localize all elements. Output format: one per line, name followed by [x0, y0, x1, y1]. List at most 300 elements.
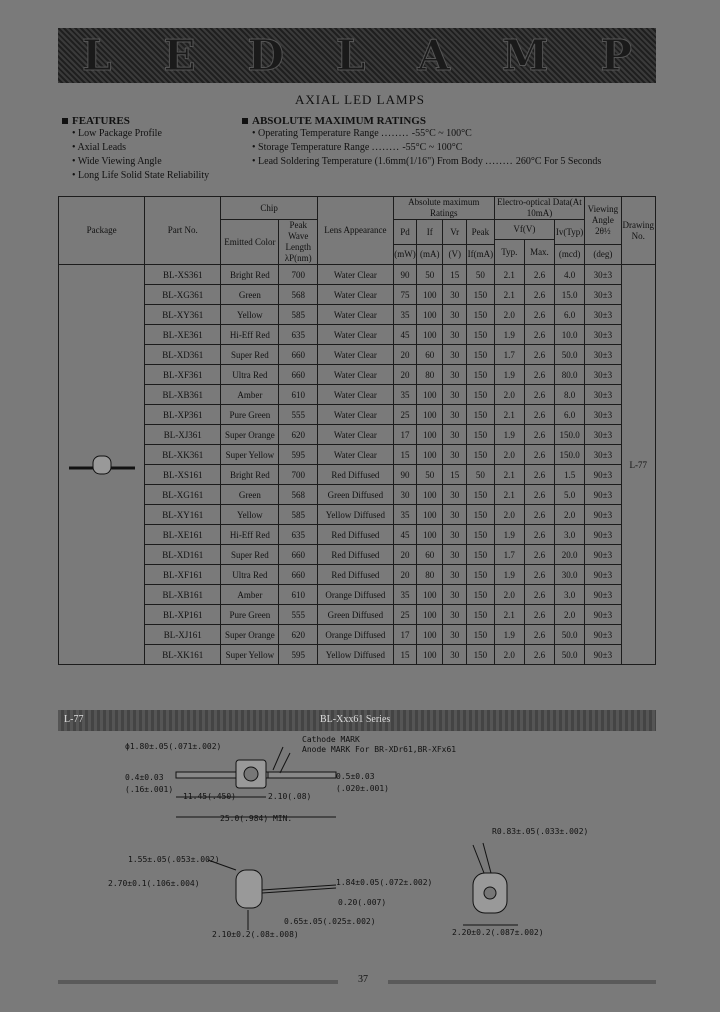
cell-wave: 585 [279, 505, 317, 525]
feature-item: • Wide Viewing Angle [72, 156, 162, 167]
unit-if: (mA) [417, 245, 443, 265]
cell-typ: 2.1 [494, 405, 524, 425]
unit-view: (deg) [585, 245, 621, 265]
cell-color: Hi-Eff Red [221, 525, 279, 545]
cell-vr: 30 [443, 525, 467, 545]
cell-iv: 4.0 [555, 265, 585, 285]
table-row [59, 405, 656, 425]
cell-max: 2.6 [524, 365, 554, 385]
cell-peak: 150 [467, 445, 495, 465]
cell-peak: 50 [467, 465, 495, 485]
cell-angle: 90±3 [585, 525, 621, 545]
cell-lens: Water Clear [317, 405, 393, 425]
features-heading: FEATURES [62, 115, 242, 127]
cell-if: 100 [417, 285, 443, 305]
banner-letter: E [163, 31, 196, 80]
cell-typ: 1.7 [494, 545, 524, 565]
col-pd: Pd [393, 220, 416, 245]
table-row [59, 645, 656, 665]
cell-lens: Water Clear [317, 365, 393, 385]
col-lens: Lens Appearance [317, 197, 393, 265]
banner-letter: D [247, 31, 284, 80]
cell-iv: 50.0 [555, 345, 585, 365]
cell-if: 50 [417, 465, 443, 485]
cell-pd: 17 [393, 425, 416, 445]
cell-color: Ultra Red [221, 565, 279, 585]
cell-typ: 2.1 [494, 285, 524, 305]
cell-pd: 30 [393, 485, 416, 505]
cell-wave: 660 [279, 565, 317, 585]
cell-color: Pure Green [221, 405, 279, 425]
table-row [59, 605, 656, 625]
cell-iv: 2.0 [555, 505, 585, 525]
lamp-dome [244, 767, 258, 781]
cell-lens: Yellow Diffused [317, 645, 393, 665]
cell-part: BL-XK361 [145, 445, 221, 465]
cell-part: BL-XF161 [145, 565, 221, 585]
cell-typ: 2.0 [494, 505, 524, 525]
cell-angle: 90±3 [585, 505, 621, 525]
cell-wave: 555 [279, 605, 317, 625]
cell-typ: 2.0 [494, 645, 524, 665]
cell-wave: 660 [279, 545, 317, 565]
table-row [59, 565, 656, 585]
cell-color: Green [221, 485, 279, 505]
anode-mark-label: Anode MARK For BR-XDr61,BR-XFx61 [302, 745, 457, 754]
cell-angle: 30±3 [585, 385, 621, 405]
cell-max: 2.6 [524, 285, 554, 305]
cell-wave: 700 [279, 265, 317, 285]
cell-angle: 30±3 [585, 325, 621, 345]
cell-lens: Orange Diffused [317, 585, 393, 605]
cell-angle: 90±3 [585, 585, 621, 605]
cell-lens: Green Diffused [317, 605, 393, 625]
cell-color: Super Yellow [221, 645, 279, 665]
cell-vr: 30 [443, 325, 467, 345]
cell-angle: 90±3 [585, 605, 621, 625]
col-package: Package [59, 197, 145, 265]
cell-peak: 150 [467, 565, 495, 585]
ratings-list [252, 127, 656, 169]
cell-color: Bright Red [221, 265, 279, 285]
cell-pd: 17 [393, 625, 416, 645]
cell-pd: 90 [393, 265, 416, 285]
cell-part: BL-XK161 [145, 645, 221, 665]
cell-if: 60 [417, 545, 443, 565]
cell-vr: 30 [443, 625, 467, 645]
cell-peak: 150 [467, 305, 495, 325]
ratings-section [242, 115, 656, 169]
axial-led-icon [67, 444, 137, 484]
cell-if: 100 [417, 485, 443, 505]
cell-lens: Red Diffused [317, 465, 393, 485]
cell-max: 2.6 [524, 445, 554, 465]
cell-if: 100 [417, 585, 443, 605]
cell-angle: 30±3 [585, 305, 621, 325]
cell-part: BL-XS161 [145, 465, 221, 485]
cell-pd: 35 [393, 505, 416, 525]
cell-color: Super Orange [221, 625, 279, 645]
cell-part: BL-XF361 [145, 365, 221, 385]
cell-if: 50 [417, 265, 443, 285]
cell-color: Super Yellow [221, 445, 279, 465]
cell-color: Hi-Eff Red [221, 325, 279, 345]
dim-diameter: ϕ1.80±.05(.071±.002) [125, 742, 222, 751]
cell-iv: 3.0 [555, 525, 585, 545]
cell-max: 2.6 [524, 425, 554, 445]
cell-max: 2.6 [524, 605, 554, 625]
banner-letter: M [501, 31, 549, 80]
rating-row: • Lead Soldering Temperature (1.6mm(1/16") From Body ........ 260°C For 5 Seconds [252, 156, 602, 167]
cell-lens: Yellow Diffused [317, 505, 393, 525]
cell-part: BL-XP161 [145, 605, 221, 625]
cell-lens: Water Clear [317, 325, 393, 345]
cell-iv: 80.0 [555, 365, 585, 385]
rating-value: -55°C ~ 100°C [411, 128, 472, 139]
cell-pd: 35 [393, 385, 416, 405]
table-row [59, 445, 656, 465]
cell-max: 2.6 [524, 265, 554, 285]
cell-lens: Water Clear [317, 345, 393, 365]
cell-if: 100 [417, 385, 443, 405]
features-section [62, 115, 242, 183]
cell-max: 2.6 [524, 585, 554, 605]
cell-iv: 150.0 [555, 445, 585, 465]
col-typ: Typ. [494, 240, 524, 265]
cell-max: 2.6 [524, 485, 554, 505]
cell-iv: 6.0 [555, 305, 585, 325]
cell-lens: Water Clear [317, 385, 393, 405]
dim-body-width: 2.10(.08) [268, 792, 312, 801]
rating-value: -55°C ~ 100°C [402, 142, 463, 153]
rating-label: Operating Temperature Range [258, 128, 379, 139]
cell-if: 80 [417, 565, 443, 585]
cell-max: 2.6 [524, 345, 554, 365]
dim-dome-height: 1.55±.05(.053±.002) [128, 855, 220, 864]
rating-row: • Operating Temperature Range ........ -55°C ~ 100°C [252, 128, 472, 139]
cell-part: BL-XY361 [145, 305, 221, 325]
cell-wave: 620 [279, 625, 317, 645]
cell-iv: 1.5 [555, 465, 585, 485]
cell-typ: 2.1 [494, 605, 524, 625]
cell-iv: 3.0 [555, 585, 585, 605]
cell-color: Pure Green [221, 605, 279, 625]
table-row [59, 365, 656, 385]
cell-typ: 1.9 [494, 365, 524, 385]
cell-pd: 45 [393, 525, 416, 545]
cell-if: 100 [417, 405, 443, 425]
cell-lens: Green Diffused [317, 485, 393, 505]
rating-row: • Storage Temperature Range ........ -55°C ~ 100°C [252, 142, 463, 153]
banner-letter: L [82, 31, 112, 80]
rating-label: Storage Temperature Range [258, 142, 370, 153]
cell-lens: Water Clear [317, 285, 393, 305]
table-row [59, 465, 656, 485]
end-mark [484, 887, 496, 899]
cell-pd: 35 [393, 305, 416, 325]
ratings-heading: ABSOLUTE MAXIMUM RATINGS [242, 115, 656, 127]
cell-angle: 90±3 [585, 485, 621, 505]
cell-peak: 150 [467, 405, 495, 425]
cell-max: 2.6 [524, 385, 554, 405]
cell-peak: 150 [467, 345, 495, 365]
col-viewing-angle: Viewing Angle 2θ½ [585, 197, 621, 245]
cell-lens: Water Clear [317, 305, 393, 325]
cell-iv: 50.0 [555, 625, 585, 645]
drawing-no-cell: L-77 [621, 265, 655, 665]
cell-lens: Red Diffused [317, 525, 393, 545]
rating-label: Lead Soldering Temperature (1.6mm(1/16") From Body [258, 156, 483, 167]
banner-letters [58, 28, 656, 83]
cell-iv: 6.0 [555, 405, 585, 425]
dim-side-3: 0.65±.05(.025±.002) [284, 917, 376, 926]
cell-pd: 45 [393, 325, 416, 345]
cell-peak: 150 [467, 625, 495, 645]
cell-peak: 150 [467, 585, 495, 605]
features-list [72, 127, 242, 183]
table-row [59, 265, 656, 285]
cell-iv: 8.0 [555, 385, 585, 405]
dim-side-2: 0.20(.007) [338, 898, 387, 907]
table-row [59, 625, 656, 645]
cell-if: 100 [417, 325, 443, 345]
cell-peak: 150 [467, 485, 495, 505]
series-title: BL-Xxx61 Series [320, 714, 391, 725]
cell-peak: 150 [467, 285, 495, 305]
cell-wave: 635 [279, 325, 317, 345]
col-iv: Iv(Typ) [555, 220, 585, 245]
banner-letter: A [417, 31, 450, 80]
col-if: If [417, 220, 443, 245]
cell-max: 2.6 [524, 405, 554, 425]
feature-item: • Low Package Profile [72, 128, 162, 139]
cell-typ: 1.9 [494, 625, 524, 645]
cell-pd: 20 [393, 545, 416, 565]
table-row [59, 285, 656, 305]
cell-peak: 150 [467, 365, 495, 385]
cell-wave: 610 [279, 385, 317, 405]
cell-max: 2.6 [524, 645, 554, 665]
cell-typ: 2.0 [494, 385, 524, 405]
cell-pd: 20 [393, 345, 416, 365]
table-row [59, 545, 656, 565]
cell-wave: 660 [279, 345, 317, 365]
col-emitted-color: Emitted Color [221, 220, 279, 265]
page-number: 37 [358, 974, 368, 985]
table-row [59, 385, 656, 405]
cell-lens: Red Diffused [317, 565, 393, 585]
cell-iv: 150.0 [555, 425, 585, 445]
col-vr: Vr [443, 220, 467, 245]
table-row [59, 325, 656, 345]
cell-vr: 30 [443, 545, 467, 565]
cell-color: Amber [221, 385, 279, 405]
cell-wave: 620 [279, 425, 317, 445]
cell-color: Yellow [221, 305, 279, 325]
cell-max: 2.6 [524, 545, 554, 565]
cell-vr: 15 [443, 265, 467, 285]
cell-vr: 30 [443, 605, 467, 625]
cell-color: Super Red [221, 345, 279, 365]
unit-pd: (mW) [393, 245, 416, 265]
cell-angle: 30±3 [585, 445, 621, 465]
cell-vr: 30 [443, 405, 467, 425]
cell-wave: 568 [279, 285, 317, 305]
cell-lens: Orange Diffused [317, 625, 393, 645]
dim-base: 2.10±0.2(.08±.008) [212, 930, 299, 939]
cell-typ: 1.7 [494, 345, 524, 365]
cell-wave: 660 [279, 365, 317, 385]
cathode-mark-label: Cathode MARK [302, 735, 360, 744]
cell-if: 100 [417, 525, 443, 545]
cell-vr: 30 [443, 425, 467, 445]
cell-color: Ultra Red [221, 365, 279, 385]
cell-peak: 150 [467, 325, 495, 345]
cell-wave: 585 [279, 305, 317, 325]
cell-iv: 5.0 [555, 485, 585, 505]
cell-color: Amber [221, 585, 279, 605]
col-peak-wave: Peak Wave Length λP(nm) [279, 220, 317, 265]
cell-pd: 35 [393, 585, 416, 605]
dim-total-length: 25.0(.984) MIN. [220, 814, 293, 823]
page-subtitle: AXIAL LED LAMPS [294, 92, 426, 107]
cell-vr: 30 [443, 505, 467, 525]
cell-max: 2.6 [524, 305, 554, 325]
cell-if: 100 [417, 425, 443, 445]
cell-if: 100 [417, 505, 443, 525]
table-row [59, 505, 656, 525]
cell-lens: Red Diffused [317, 545, 393, 565]
cell-vr: 30 [443, 365, 467, 385]
table-row [59, 485, 656, 505]
feature-item: • Long Life Solid State Reliability [72, 170, 210, 181]
cell-wave: 555 [279, 405, 317, 425]
dim-lead-length: 11.45(.450) [183, 792, 236, 801]
dim-lead-left: 0.4±0.03 [125, 773, 164, 782]
cell-lens: Water Clear [317, 265, 393, 285]
dim-lead-left-in: (.16±.001) [125, 785, 174, 794]
cell-pd: 15 [393, 645, 416, 665]
cell-part: BL-XE361 [145, 325, 221, 345]
banner-letter: L [335, 31, 366, 80]
cell-peak: 150 [467, 605, 495, 625]
cell-color: Yellow [221, 505, 279, 525]
cell-angle: 30±3 [585, 365, 621, 385]
cell-part: BL-XE161 [145, 525, 221, 545]
cell-typ: 2.0 [494, 585, 524, 605]
cell-angle: 90±3 [585, 625, 621, 645]
col-electro-optical: Electro-optical Data(At 10mA) [494, 197, 584, 220]
cell-part: BL-XB361 [145, 385, 221, 405]
cell-wave: 610 [279, 585, 317, 605]
cell-iv: 2.0 [555, 605, 585, 625]
title-banner [58, 28, 656, 83]
cell-vr: 30 [443, 305, 467, 325]
cell-typ: 1.9 [494, 425, 524, 445]
cell-iv: 10.0 [555, 325, 585, 345]
cell-pd: 25 [393, 605, 416, 625]
table-row [59, 345, 656, 365]
cell-part: BL-XJ361 [145, 425, 221, 445]
dim-body-height: 2.70±0.1(.106±.004) [108, 879, 200, 888]
cell-angle: 30±3 [585, 285, 621, 305]
cell-part: BL-XJ161 [145, 625, 221, 645]
cell-wave: 635 [279, 525, 317, 545]
unit-peak: If(mA) [467, 245, 495, 265]
cell-pd: 25 [393, 405, 416, 425]
unit-iv: (mcd) [555, 245, 585, 265]
table-row [59, 425, 656, 445]
cell-peak: 50 [467, 265, 495, 285]
cell-vr: 30 [443, 345, 467, 365]
col-vf: Vf(V) [494, 220, 554, 240]
cell-pd: 75 [393, 285, 416, 305]
dim-end-width: 2.20±0.2(.087±.002) [452, 928, 544, 937]
cell-pd: 90 [393, 465, 416, 485]
table-row [59, 585, 656, 605]
cell-if: 100 [417, 305, 443, 325]
cell-peak: 150 [467, 545, 495, 565]
cell-wave: 568 [279, 485, 317, 505]
dim-lead-right: 0.5±0.03 [336, 772, 375, 781]
cell-typ: 2.1 [494, 265, 524, 285]
cell-if: 100 [417, 625, 443, 645]
cell-part: BL-XB161 [145, 585, 221, 605]
cell-angle: 90±3 [585, 465, 621, 485]
cell-part: BL-XS361 [145, 265, 221, 285]
spec-table [58, 196, 656, 665]
cell-color: Super Orange [221, 425, 279, 445]
col-drawing: Drawing No. [621, 197, 655, 265]
cell-color: Green [221, 285, 279, 305]
cell-part: BL-XY161 [145, 505, 221, 525]
cell-angle: 30±3 [585, 425, 621, 445]
cell-part: BL-XP361 [145, 405, 221, 425]
cell-typ: 1.9 [494, 565, 524, 585]
cell-color: Bright Red [221, 465, 279, 485]
cell-if: 80 [417, 365, 443, 385]
cell-iv: 50.0 [555, 645, 585, 665]
cell-vr: 30 [443, 645, 467, 665]
cell-vr: 30 [443, 585, 467, 605]
cell-lens: Water Clear [317, 425, 393, 445]
cell-iv: 20.0 [555, 545, 585, 565]
col-part-no: Part No. [145, 197, 221, 265]
cell-typ: 2.0 [494, 305, 524, 325]
cell-vr: 30 [443, 285, 467, 305]
cell-angle: 30±3 [585, 345, 621, 365]
cell-part: BL-XG361 [145, 285, 221, 305]
cell-if: 100 [417, 645, 443, 665]
cell-typ: 1.9 [494, 525, 524, 545]
feature-item: • Axial Leads [72, 142, 127, 153]
dim-lead-right-in: (.020±.001) [336, 784, 389, 793]
cell-part: BL-XD361 [145, 345, 221, 365]
cell-vr: 30 [443, 445, 467, 465]
cell-peak: 150 [467, 425, 495, 445]
cell-wave: 595 [279, 645, 317, 665]
cell-vr: 30 [443, 485, 467, 505]
dimension-drawing [58, 735, 656, 970]
cell-vr: 30 [443, 565, 467, 585]
col-abs-max: Absolute maximum Ratings [393, 197, 494, 220]
cell-part: BL-XG161 [145, 485, 221, 505]
col-chip: Chip [221, 197, 318, 220]
cell-if: 100 [417, 605, 443, 625]
series-drawing-no: L-77 [64, 714, 84, 725]
cell-pd: 20 [393, 365, 416, 385]
cell-peak: 150 [467, 505, 495, 525]
